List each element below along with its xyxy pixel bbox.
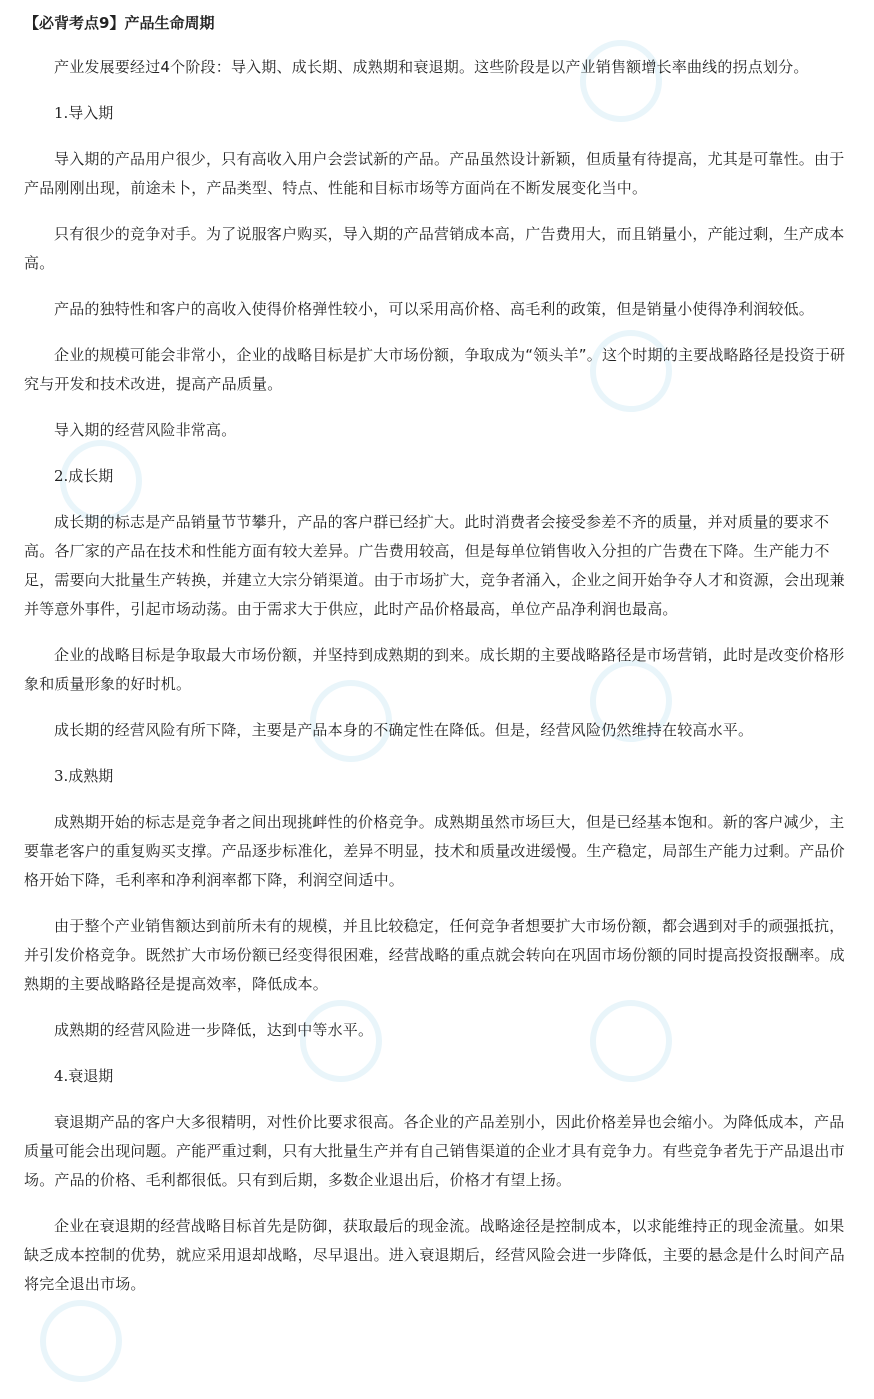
paragraph: 导入期的产品用户很少，只有高收入用户会尝试新的产品。产品虽然设计新颖，但质量有待提高，尤其是可靠性。由于产品刚刚出现，前途未卜，产品类型、特点、性能和目标市场等方面尚在不断发展变化当中。 — [24, 150, 845, 197]
intro-paragraph: 产业发展要经过4个阶段：导入期、成长期、成熟期和衰退期。这些阶段是以产业销售额增长率曲线的拐点划分。 — [54, 58, 809, 76]
paragraph: 由于整个产业销售额达到前所未有的规模，并且比较稳定，任何竞争者想要扩大市场份额，都会遇到对手的顽强抵抗，并引发价格竞争。既然扩大市场份额已经变得很困难，经营战略的重点就会转向在巩固市场份额的同时提高投资报酬率。成熟期的主要战略路径是提高效率，降低成本。 — [24, 917, 845, 993]
spacer — [24, 624, 856, 641]
spacer — [24, 491, 856, 508]
spacer — [24, 82, 856, 99]
spacer — [24, 1091, 856, 1108]
spacer — [24, 791, 856, 808]
section-heading: 4.衰退期 — [54, 1067, 114, 1085]
spacer — [24, 1195, 856, 1212]
paragraph: 企业的规模可能会非常小，企业的战略目标是扩大市场份额，争取成为“领头羊”。这个时期的主要战略路径是投资于研究与开发和技术改进，提高产品质量。 — [24, 346, 846, 393]
spacer — [24, 745, 856, 762]
spacer — [24, 399, 856, 416]
section-heading: 2.成长期 — [54, 467, 114, 485]
watermark-logo — [23, 1283, 139, 1399]
paragraph: 企业在衰退期的经营战略目标首先是防御，获取最后的现金流。战略途径是控制成本，以求能维持正的现金流量。如果缺乏成本控制的优势，就应采用退却战略，尽早退出。进入衰退期后，经营风险会进一步降低，主要的悬念是什么时间产品将完全退出市场。 — [24, 1217, 845, 1293]
paragraph: 只有很少的竞争对手。为了说服客户购买，导入期的产品营销成本高，广告费用大，而且销量小，产能过剩，生产成本高。 — [24, 225, 845, 272]
document-title: 【必背考点9】产品生命周期 — [24, 14, 215, 32]
spacer — [24, 128, 856, 145]
spacer — [24, 278, 856, 295]
document-body — [24, 10, 856, 1299]
spacer — [24, 999, 856, 1016]
paragraph: 衰退期产品的客户大多很精明，对性价比要求很高。各企业的产品差别小，因此价格差异也会缩小。为降低成本，产品质量可能会出现问题。产能严重过剩，只有大批量生产并有自己销售渠道的企业才具有竞争力。有些竞争者先于产品退出市场。产品的价格、毛利都很低。只有到后期，多数企业退出后，价格才有望上扬。 — [24, 1113, 845, 1189]
spacer — [24, 324, 856, 341]
section-heading: 3.成熟期 — [54, 767, 114, 785]
paragraph: 成长期的经营风险有所下降，主要是产品本身的不确定性在降低。但是，经营风险仍然维持在较高水平。 — [54, 721, 754, 739]
spacer — [24, 699, 856, 716]
spacer — [24, 203, 856, 220]
spacer — [24, 445, 856, 462]
paragraph: 成长期的标志是产品销量节节攀升，产品的客户群已经扩大。此时消费者会接受参差不齐的质量，并对质量的要求不高。各厂家的产品在技术和性能方面有较大差异。广告费用较高，但是每单位销售收入分担的广告费在下降。生产能力不足，需要向大批量生产转换，并建立大宗分销渠道。由于市场扩大，竞争者涌入，企业之间开始争夺人才和资源，会出现兼并等意外事件，引起市场动荡。由于需求大于供应，此时产品价格最高，单位产品净利润也最高。 — [24, 513, 845, 618]
spacer — [24, 36, 856, 53]
section-heading: 1.导入期 — [54, 104, 114, 122]
paragraph: 企业的战略目标是争取最大市场份额，并坚持到成熟期的到来。成长期的主要战略路径是市场营销，此时是改变价格形象和质量形象的好时机。 — [24, 646, 845, 693]
paragraph: 导入期的经营风险非常高。 — [54, 421, 237, 439]
paragraph: 成熟期开始的标志是竞争者之间出现挑衅性的价格竞争。成熟期虽然市场巨大，但是已经基本饱和。新的客户减少，主要靠老客户的重复购买支撑。产品逐步标准化，差异不明显，技术和质量改进缓慢。生产稳定，局部生产能力过剩。产品价格开始下降，毛利率和净利润率都下降，利润空间适中。 — [24, 813, 845, 889]
spacer — [24, 1045, 856, 1062]
paragraph: 产品的独特性和客户的高收入使得价格弹性较小，可以采用高价格、高毛利的政策，但是销量小使得净利润较低。 — [54, 300, 815, 318]
spacer — [24, 895, 856, 912]
paragraph: 成熟期的经营风险进一步降低，达到中等水平。 — [54, 1021, 374, 1039]
